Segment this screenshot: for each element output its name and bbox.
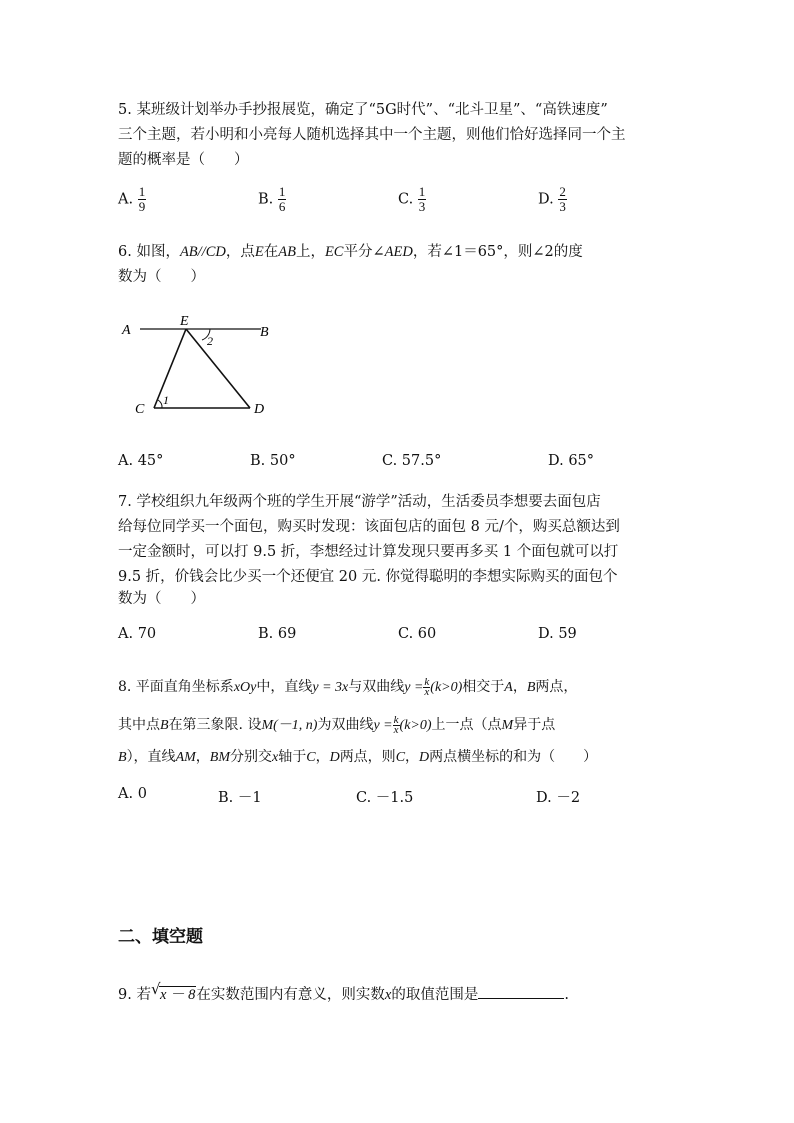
q6-line-1: 6. 如图，AB//CD，点E在AB上，EC平分∠AED，若∠1＝65°，则∠2的度 [118, 244, 583, 260]
fraction: $\frac{2}{3}$ [559, 184, 566, 214]
q7-choice-a[interactable]: A. 70 [118, 626, 157, 642]
label-a: A [122, 323, 131, 338]
angle-2-label: 2 [207, 334, 213, 348]
label-d: D [254, 402, 265, 417]
q6-figure [118, 312, 288, 422]
q7-line-3: 一定金额时，可以打 9.5 折，李想经过计算发现只要再多买 1 个面包就可以打 [118, 544, 619, 560]
fraction: $\frac{1}{6}$ [278, 184, 286, 214]
q7-choice-d[interactable]: D. 59 [538, 626, 577, 642]
q8-line-1: 8. 平面直角坐标系xOy中，直线y = 3x与双曲线y = $\frac{k}{x}$ (k>0)相交于A，B两点， [118, 675, 578, 698]
q5-line-3: 题的概率是（ ） [118, 152, 249, 168]
section-title: 二、填空题 [118, 927, 203, 947]
angle-1-label: 1 [163, 393, 169, 407]
q7-line-4: 9.5 折，价钱会比少买一个还便宜 20 元. 你觉得聪明的李想实际购买的面包个 [118, 569, 618, 585]
q7-line-5: 数为（ ） [118, 591, 205, 607]
q7-line-1: 7. 学校组织九年级两个班的学生开展“游学”活动，生活委员李想要去面包店 [118, 494, 601, 510]
label-b: B [260, 325, 269, 340]
q8-choice-c[interactable]: C. －1.5 [356, 790, 414, 806]
label-e: E [180, 314, 189, 329]
q6-choice-d[interactable]: D. 65° [548, 453, 595, 469]
q5-choice-c[interactable]: C. $\frac{1}{3}$ [398, 184, 426, 214]
square-root: √ x － 8 [150, 980, 196, 1003]
q5-line-1: 5. 某班级计划举办手抄报展览，确定了“5G时代”、“北斗卫星”、“高铁速度” [118, 102, 608, 118]
segment-ec [154, 329, 186, 408]
q7-choice-c[interactable]: C. 60 [398, 626, 437, 642]
q7-line-2: 给每位同学买一个面包，购买时发现：该面包店的面包 8 元/个，购买总额达到 [118, 519, 620, 535]
q5-choice-b[interactable]: B. $\frac{1}{6}$ [258, 184, 286, 214]
label-c: C [135, 402, 145, 417]
q6-choice-a[interactable]: A. 45° [118, 453, 164, 469]
fraction: $\frac{k}{x}$ [393, 713, 399, 736]
angle-1-arc [158, 400, 162, 408]
fraction: $\frac{1}{9}$ [138, 184, 146, 214]
q8-line-3: B），直线AM，BM分别交x轴于C，D两点，则C，D两点横坐标的和为（ ） [118, 749, 598, 765]
q7-choice-b[interactable]: B. 69 [258, 626, 297, 642]
q6-choice-c[interactable]: C. 57.5° [382, 453, 442, 469]
q6-choice-b[interactable]: B. 50° [250, 453, 296, 469]
q5-choice-d[interactable]: D. $\frac{2}{3}$ [538, 184, 566, 214]
q5-choice-a[interactable]: A. $\frac{1}{9}$ [118, 184, 146, 214]
answer-blank[interactable] [478, 984, 564, 999]
q6-line-2: 数为（ ） [118, 269, 205, 285]
q5-line-2: 三个主题，若小明和小亮每人随机选择其中一个主题，则他们恰好选择同一个主 [118, 127, 626, 143]
q8-choice-b[interactable]: B. －1 [218, 790, 262, 806]
fraction: $\frac{1}{3}$ [418, 184, 426, 214]
q8-choice-a[interactable]: A. 0 [118, 786, 147, 802]
q9-line: 9. 若 √ x － 8在实数范围内有意义，则实数x的取值范围是 . [118, 980, 569, 1003]
segment-ed [186, 329, 250, 408]
q8-choice-d[interactable]: D. －2 [536, 790, 581, 806]
fraction: $\frac{k}{x}$ [424, 675, 430, 698]
q8-line-2: 其中点B在第三象限. 设M(－1, n)为双曲线y = $\frac{k}{x}$ (k>0)上一点（点M异于点 [118, 713, 556, 736]
